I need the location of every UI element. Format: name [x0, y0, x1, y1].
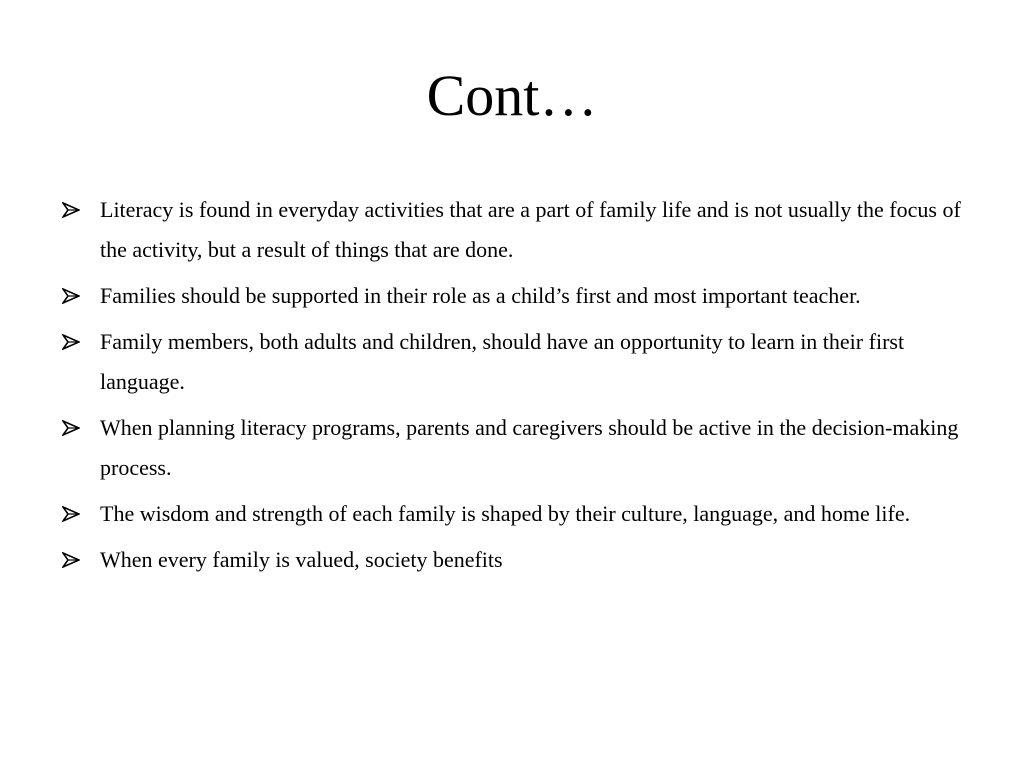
- bullet-item: [62, 408, 962, 488]
- arrowhead-bullet-icon: [62, 552, 80, 568]
- bullet-text: Families should be supported in their role as a child’s first and most important teacher.: [100, 283, 861, 308]
- bullet-text: The wisdom and strength of each family is shaped by their culture, language, and home life.: [100, 501, 911, 526]
- bullet-item: [62, 322, 962, 402]
- bullet-item: [62, 190, 962, 270]
- bullet-text: Literacy is found in everyday activities that are a part of family life and is not usually the focus of the activity, but a result of things that are done.: [100, 197, 961, 262]
- bullet-item: [62, 540, 962, 580]
- arrowhead-bullet-icon: [62, 420, 80, 436]
- arrowhead-bullet-icon: [62, 334, 80, 350]
- arrowhead-bullet-icon: [62, 202, 80, 218]
- slide-title: Cont…: [426, 63, 598, 128]
- arrowhead-bullet-icon: [62, 288, 80, 304]
- bullet-list: [62, 190, 962, 586]
- bullet-text: When planning literacy programs, parents and caregivers should be active in the decision-making process.: [100, 415, 959, 480]
- bullet-item: [62, 276, 962, 316]
- bullet-item: [62, 494, 962, 534]
- arrowhead-bullet-icon: [62, 506, 80, 522]
- bullet-text: When every family is valued, society benefits: [100, 547, 503, 572]
- bullet-text: Family members, both adults and children, should have an opportunity to learn in their first language.: [100, 329, 905, 394]
